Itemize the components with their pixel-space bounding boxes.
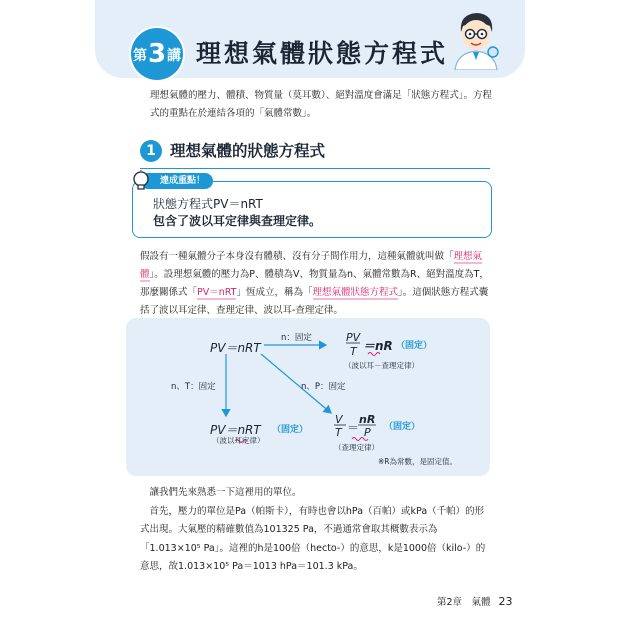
bottom-right-den2: P [364, 426, 371, 439]
lightbulb-icon [131, 170, 151, 192]
units-intro: 讓我們先來熟悉一下這裡用的單位。 [149, 487, 302, 498]
highlight-equation: PV＝nRT [197, 287, 237, 298]
bottom-right-den1: T [335, 426, 342, 439]
para-text-2: 」。設理想氣體的壓力為P、體積為V、物質量為n、氣體常數為R、絕對溫度為T，那麼關係式「 [140, 269, 489, 298]
bottom-right-fixed: （固定） [384, 422, 421, 432]
bottom-right-note: （查理定律） [334, 443, 379, 452]
section-divider [140, 168, 490, 169]
page-footer [437, 594, 513, 608]
diag-arrow-label: n、P：固定 [301, 382, 346, 392]
bottom-right-num1: V [335, 413, 343, 426]
page-number: 23 [498, 595, 513, 608]
right-top-rhs: ＝nR [363, 339, 393, 353]
highlight-ideal-gas: 理想氣體 [140, 251, 483, 280]
highlight-state-equation: 理想氣體狀態方程式 [312, 287, 399, 298]
right-top-fixed: （固定） [396, 341, 433, 351]
key-point-equation: 狀態方程式PV＝nRT [153, 197, 263, 211]
badge-suffix: 講 [167, 48, 182, 64]
lecture-badge [131, 28, 183, 80]
right-top-note: （波以耳－查理定律） [344, 361, 419, 370]
chapter-label: 第2章 氣體 [437, 597, 491, 608]
left-arrow-label: n、T：固定 [171, 382, 216, 392]
arrow-label-n-fixed: n：固定 [281, 333, 312, 343]
page-title: 理想氣體狀態方程式 [196, 39, 449, 68]
bottom-right-num2: nR [359, 413, 376, 426]
right-top-numerator: PV [346, 331, 361, 344]
para-text-4: 」。這個狀態方程式囊括了波以耳定律、查理定律、波以耳-查理定律。 [140, 287, 489, 316]
bottom-left-equation: PV＝nRT [210, 423, 261, 437]
bottom-left-fixed: （固定） [272, 425, 309, 435]
gas-law-diagram [126, 318, 490, 476]
bottom-left-note: （波以耳定律） [212, 436, 265, 445]
definition-paragraph [140, 248, 492, 320]
para-text-1: 假設有一種氣體分子本身沒有體積、沒有分子間作用力，這種氣體就叫做「 [140, 251, 454, 262]
section-number: 1 [140, 140, 162, 162]
para-text-3: 」恆成立，稱為「 [236, 287, 313, 298]
diagram-footnote: ※R為常數，是固定值。 [378, 457, 457, 466]
key-point-tag: 達成重點！ [140, 173, 213, 189]
units-section [140, 484, 492, 577]
intro-text: 理想氣體的壓力、體積、物質量（莫耳數）、絕對溫度會滿足「狀態方程式」。方程式的重點在於連結各項的「氣體常數」。 [150, 90, 493, 119]
teacher-avatar-icon [447, 8, 505, 70]
section-title: 理想氣體的狀態方程式 [170, 142, 326, 160]
bottom-right-equals: ＝ [347, 421, 360, 435]
right-top-denominator: T [350, 345, 357, 358]
pressure-units-paragraph: 首先，壓力的單位是Pa（帕斯卡），有時也會以hPa（百帕）或kPa（千帕）的形式出現。大氣壓的精確數值為101325 Pa，不過通常會取其概數表示為「1.013×10⁵ Pa」。這裡的h是100倍（hecto-）的意思，k是1000倍（kilo-）的意思，故1.013×10⁵ Pa＝1013 hPa＝101.3 kPa。 [140, 505, 486, 572]
badge-number: 3 [147, 39, 167, 69]
top-equation: PV＝nRT [210, 341, 261, 355]
badge-prefix: 第 [132, 48, 147, 64]
key-point-summary: 包含了波以耳定律與查理定律。 [153, 214, 322, 228]
